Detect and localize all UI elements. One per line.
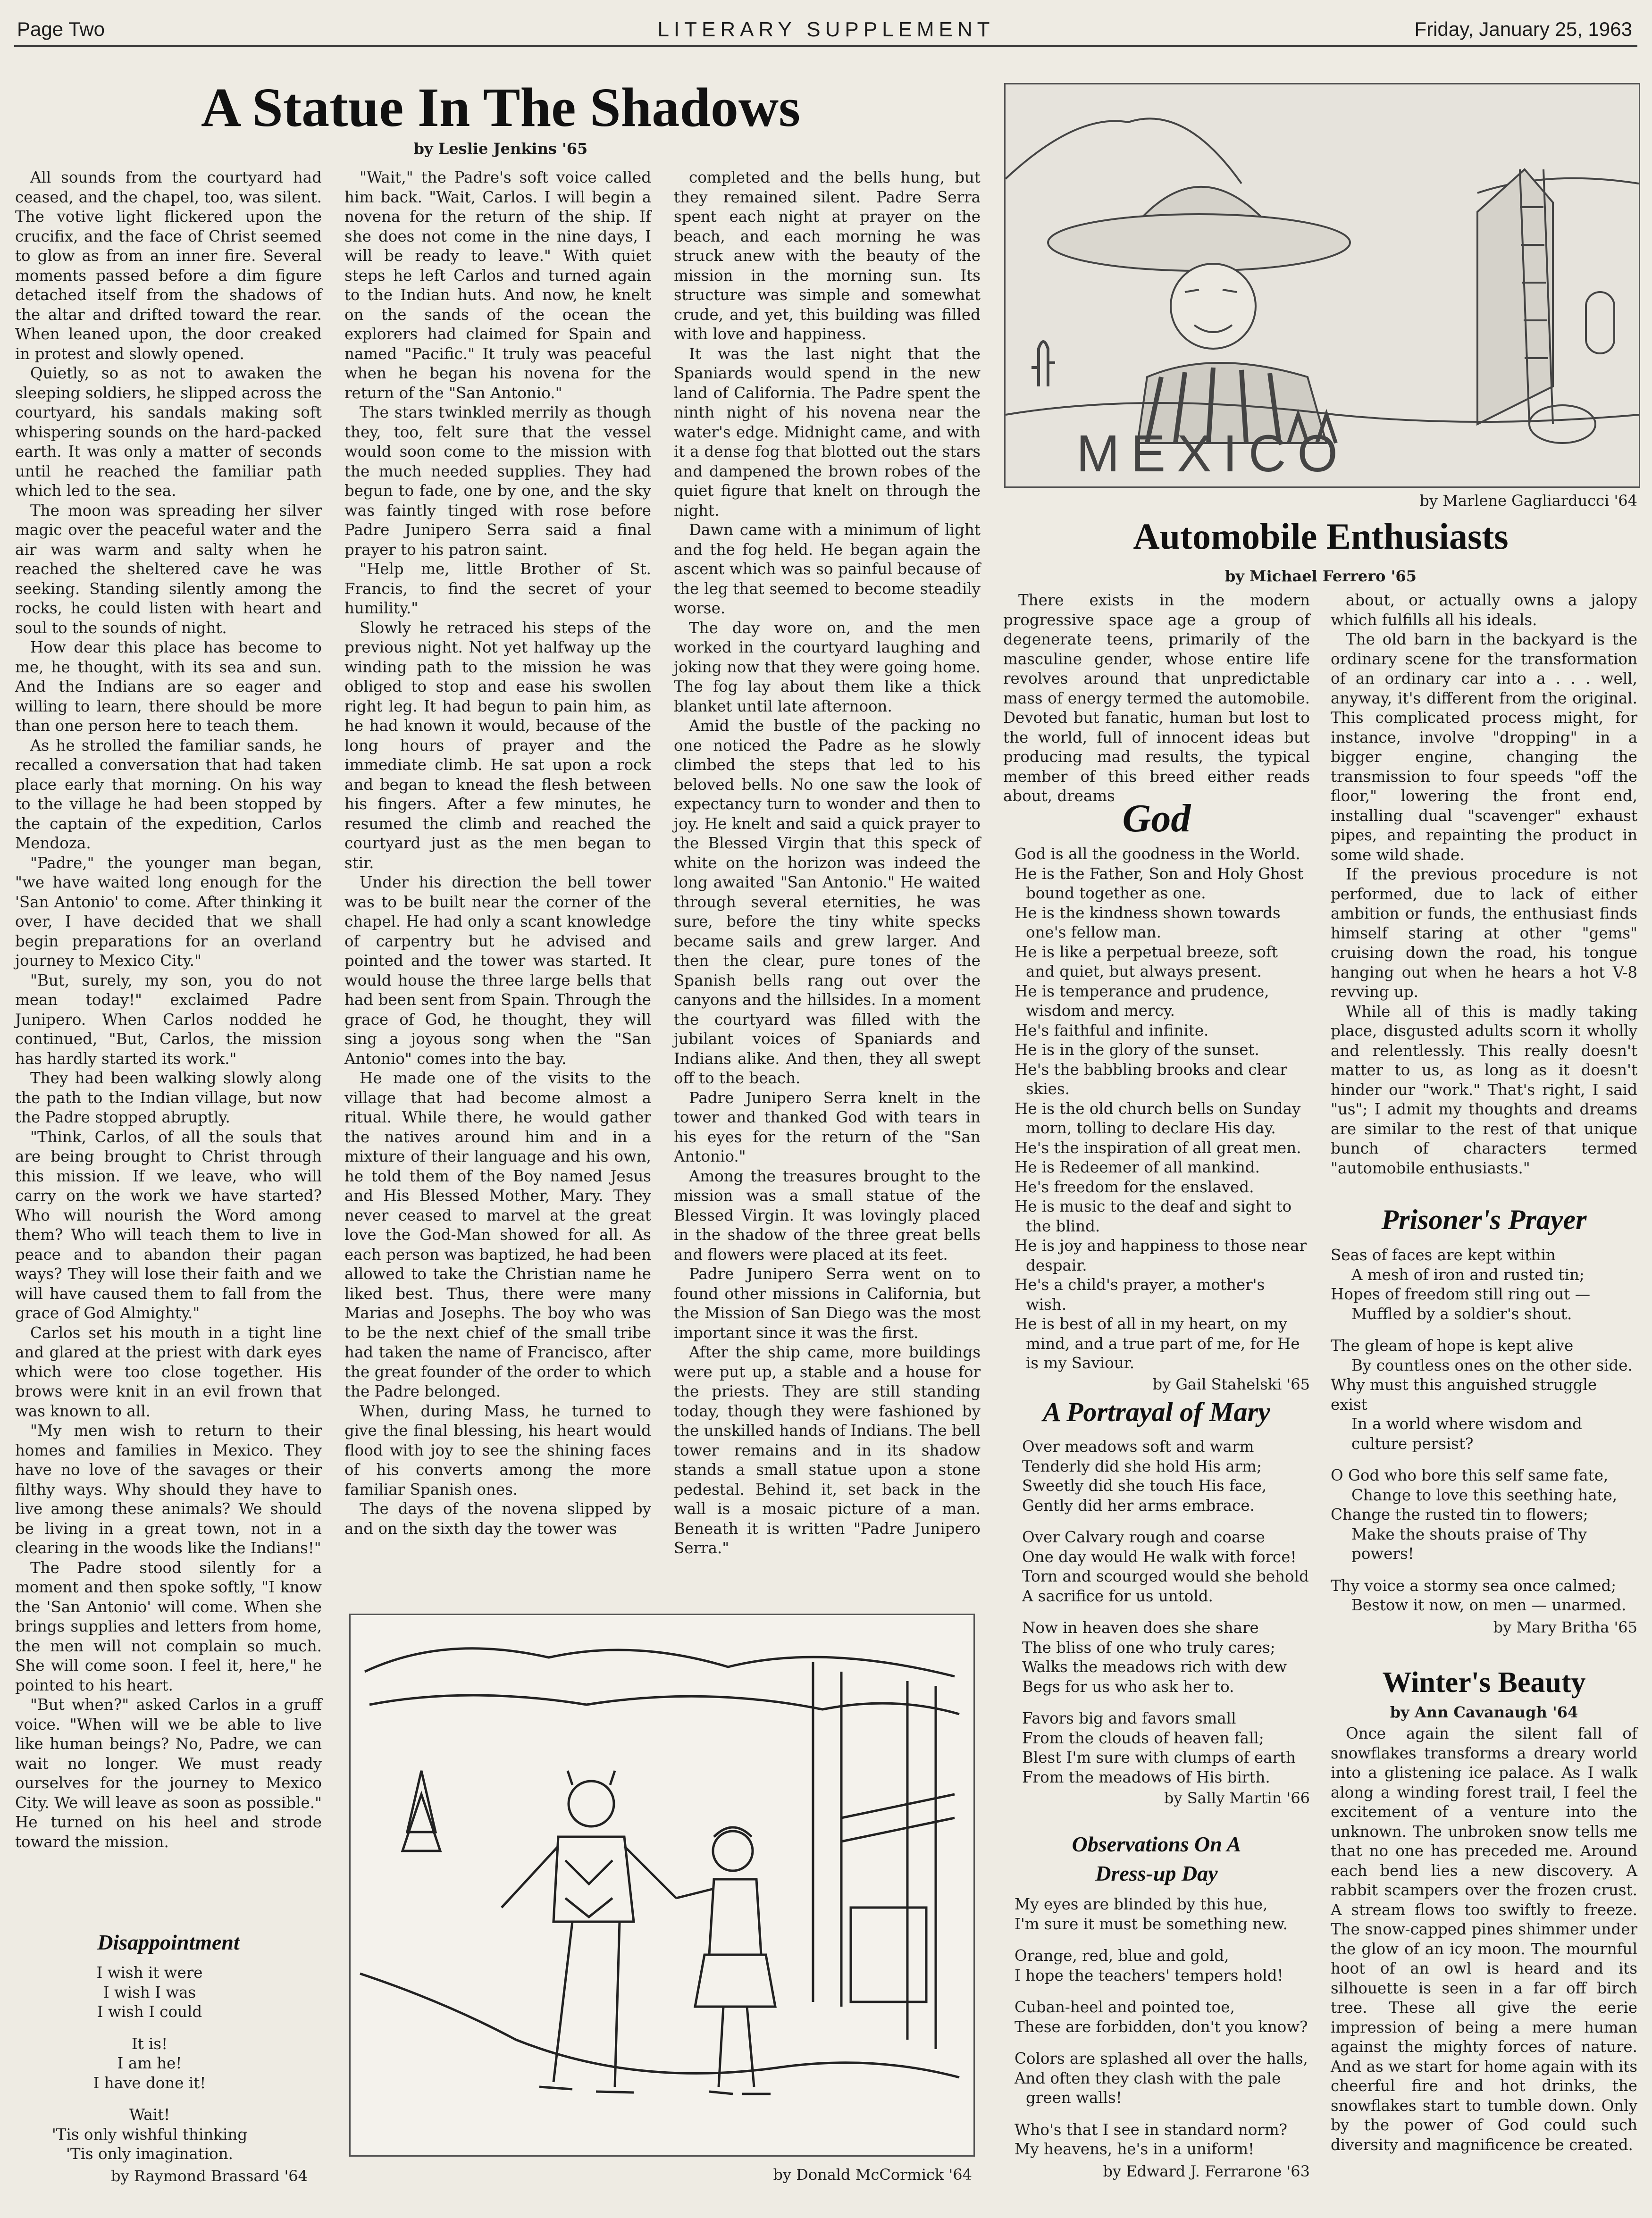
stanza-break — [15, 2022, 284, 2034]
stanza-break — [1022, 1606, 1310, 1618]
paragraph: "Help me, little Brother of St. Francis, to find the secret of your humility." — [344, 560, 651, 617]
poem-line: Bestow it now, on men — unarmed. — [1351, 1596, 1627, 1614]
mexico-illustration — [1004, 83, 1640, 488]
paragraph: "My men wish to return to their homes and families in Mexico. They have no love of the savages or their filthy ways. Why should they have to live among these animals? We should be living in a great town, not in a clearing in the woods like the Indians!" — [15, 1422, 322, 1557]
poem-line: Change to love this seething hate, — [1351, 1486, 1618, 1504]
poem-credit: by Raymond Brassard '64 — [111, 2167, 308, 2185]
byline-winter: by Ann Cavanaugh '64 — [1390, 1703, 1578, 1721]
statue-column-2 — [344, 168, 651, 1539]
poem-line: I wish I was — [103, 1983, 196, 2001]
issue-date: Friday, January 25, 1963 — [1414, 18, 1632, 40]
paragraph: "Padre," the younger man began, "we have waited long enough for the 'San Antonio' to come. After thinking it over, I have decided that we shall begin preparations for an overland journey to Mexico City." — [15, 854, 322, 970]
skaters-credit: by Donald McCormick '64 — [773, 2166, 972, 2184]
poem-line: The bliss of one who truly cares; — [1022, 1638, 1275, 1657]
poem-line: I'm sure it must be something new. — [1015, 1915, 1288, 1933]
poem-line: Muffled by a soldier's shout. — [1351, 1305, 1572, 1323]
stanza-break — [1003, 2108, 1310, 2120]
winter-body — [1331, 1724, 1637, 2155]
poem-line: He is Redeemer of all mankind. — [1015, 1158, 1260, 1176]
poem-line: Cuban-heel and pointed toe, — [1015, 1998, 1235, 2016]
poem-line: My eyes are blinded by this hue, — [1015, 1895, 1268, 1913]
poem-line: Seas of faces are kept within — [1331, 1246, 1556, 1264]
paragraph: Quietly, so as not to awaken the sleeping soldiers, he slipped across the courtyard, his sandals making soft whispering sounds on the hard-packed earth. It was only a matter of seconds until he reached the familiar path which led to the sea. — [15, 364, 322, 500]
poem-line: Tenderly did she hold His arm; — [1022, 1457, 1262, 1475]
poem-line: Over Calvary rough and coarse — [1022, 1528, 1265, 1546]
poem-god — [1003, 797, 1310, 1393]
poem-line: I wish I could — [97, 2003, 202, 2021]
paragraph: It was the last night that the Spaniards would spend in the new land of California. The Padre spent the ninth night of his novena near the water's edge. Midnight came, and with it a dense fog that blotted out the stars and dampened the brown robes of the quiet figure that knelt on through the night. — [674, 344, 981, 519]
article-title-winter: Winter's Beauty — [1382, 1666, 1586, 1699]
paragraph: There exists in the modern progressive space age a group of degenerate teens, primarily of the masculine gender, whose entire life revolves around that unpredictable mass of energy termed the automobile. Devoted but fanatic, human but lost to the world, full of innocent ideas but producing mad results, the typical member of this breed either reads about, dreams — [1003, 591, 1310, 805]
poem-credit: by Gail Stahelski '65 — [1152, 1375, 1310, 1393]
paragraph: After the ship came, more buildings were put up, a stable and a house for the priests. They are still standing today, though they were fashioned by the unskilled hands of Indians. The bell tower remains and in its shadow stands a small statue upon a stone pedestal. Behind it, set back in the wall is a mosaic picture of a man. Beneath it is written "Padre Junipero Serra." — [674, 1343, 981, 1557]
poem-title-line2: Dress-up Day — [1095, 1861, 1218, 1885]
section-title: LITERARY SUPPLEMENT — [657, 18, 995, 41]
poem-title: Disappointment — [97, 1930, 240, 1954]
poem-line: These are forbidden, don't you know? — [1015, 2017, 1308, 2036]
page-number: Page Two — [17, 18, 105, 40]
paragraph: As he strolled the familiar sands, he recalled a conversation that had taken place early that morning. On his way to the village he had been stopped by the captain of the expedition, Carlos Mendoza. — [15, 736, 322, 852]
poem-prisoner — [1331, 1202, 1637, 1636]
stanza-break — [1022, 1515, 1310, 1528]
paragraph: Padre Junipero Serra knelt in the tower and thanked God with tears in his eyes for the return of the "San Antonio." — [674, 1088, 981, 1165]
paragraph: All sounds from the courtyard had ceased, and the chapel, too, was silent. The votive light flickered upon the crucifix, and the face of Christ seemed to glow as from an inner fire. Several moments passed before a dim figure detached itself from the shadows of the altar and drifted toward the rear. When leaned upon, the door creaked in protest and slowly opened. — [15, 168, 322, 363]
paragraph: "But when?" asked Carlos in a gruff voice. "When will we be able to live like human beings? No, Padre, we can wait no longer. We must ready ourselves for the journey to Mexico City. We will leave as soon as possible." He turned on his heel and strode toward the mission. — [15, 1696, 322, 1851]
paragraph: When, during Mass, he turned to give the final blessing, his heart would flood with joy to see the shining faces of his converts among the more familiar Spanish ones. — [344, 1402, 651, 1498]
poem-line: From the meadows of His birth. — [1022, 1768, 1270, 1786]
paragraph: How dear this place has become to me, he thought, with its sea and sun. And the Indians are so eager and willing to learn, there should be more than one person here to teach them. — [15, 638, 322, 735]
paragraph: Among the treasures brought to the mission was a small statue of the Blessed Virgin. It was lovingly placed in the shadow of the three great bells and flowers were placed at its feet. — [674, 1167, 981, 1264]
paragraph: The days of the novena slipped by and on the sixth day the tower was — [344, 1500, 651, 1538]
poem-line: He is like a perpetual breeze, soft and quiet, but always present. — [1015, 943, 1278, 980]
paragraph: Carlos set his mouth in a tight line and glared at the priest with dark eyes which were too close together. His brows were knit in an evil frown that was known to all. — [15, 1323, 322, 1420]
poem-line: He's freedom for the enslaved. — [1015, 1178, 1254, 1196]
poem-title: Prisoner's Prayer — [1381, 1204, 1587, 1235]
skaters-drawing — [351, 1615, 973, 2155]
article-title-auto: Automobile Enthusiasts — [1133, 516, 1509, 557]
poem-line: Sweetly did she touch His face, — [1022, 1477, 1267, 1495]
poem-line: He's the inspiration of all great men. — [1015, 1138, 1301, 1157]
poem-line: Blest I'm sure with clumps of earth — [1022, 1749, 1296, 1766]
poem-line: Thy voice a stormy sea once calmed; — [1331, 1576, 1617, 1595]
article-winter — [1331, 1666, 1637, 2155]
poem-line: Begs for us who ask her to. — [1022, 1677, 1234, 1696]
poem-line: Why must this anguished struggle exist — [1331, 1376, 1597, 1414]
stanza-break — [1022, 1697, 1310, 1709]
paragraph: They had been walking slowly along the path to the Indian village, but now the Padre stopped abruptly. — [15, 1069, 322, 1126]
poem-line: He is the old church bells on Sunday morn, tolling to declare His day. — [1015, 1099, 1301, 1137]
paragraph: about, or actually owns a jalopy which fulfills all his ideals. — [1331, 591, 1637, 629]
poem-line: Walks the meadows rich with dew — [1022, 1658, 1287, 1676]
poem-line: From the clouds of heaven fall; — [1022, 1729, 1264, 1747]
poem-credit: by Mary Britha '65 — [1493, 1618, 1637, 1636]
stanza-break — [1331, 1564, 1637, 1576]
paragraph: Once again the silent fall of snowflakes transforms a dreary world into a glistening ice palace. As I walk along a winding forest trail, I feel the excitement of a venture into the unknown. The unbroken snow tells me that no one has preceded me. Around each bend lies a new discovery. A rabbit scampers over the frozen crust. A stream flows too swiftly to freeze. The snow-capped pines shimmer under the glow of an icy moon. The mournful hoot of an owl is heard and its silhouette is seen in a far off birch tree. These all give the eerie impression of being a mere human against the mighty forces of nature. And as we start for home again with its cheerful fire and hot drinks, the snowflakes start to tumble down. Only by the power of God could such diversity and magnificence be created. — [1331, 1724, 1637, 2154]
poem-disappointment — [15, 1930, 322, 2185]
skaters-illustration — [349, 1614, 975, 2157]
auto-column-a — [1003, 591, 1310, 806]
poem-line: He's the babbling brooks and clear skies. — [1015, 1060, 1288, 1098]
poem-title: A Portrayal of Mary — [1043, 1397, 1270, 1427]
paragraph: The day wore on, and the men worked in the courtyard laughing and joking now that they were going home. The fog lay about them like a thick blanket until late afternoon. — [674, 619, 981, 715]
poem-line: I am he! — [117, 2054, 182, 2072]
poem-line: One day would He walk with force! — [1022, 1548, 1297, 1566]
mexico-drawing — [1006, 84, 1639, 486]
stanza-break — [1003, 2037, 1310, 2049]
mexico-label: MEXICO — [1076, 425, 1349, 483]
poem-line: Change the rusted tin to flowers; — [1331, 1506, 1588, 1523]
poem-line: Over meadows soft and warm — [1022, 1438, 1254, 1456]
poem-line: Torn and scourged would she behold — [1022, 1567, 1309, 1585]
poem-line: Colors are splashed all over the halls, — [1015, 2050, 1308, 2067]
stanza-break — [15, 2093, 284, 2105]
poem-line: I have done it! — [93, 2074, 206, 2092]
poem-mary — [1003, 1396, 1310, 1807]
paragraph: Amid the bustle of the packing no one noticed the Padre as he slowly climbed the steps that led to his beloved bells. No one saw the look of expectancy turn to wonder and then to joy. He knelt and said a quick prayer to the Blessed Virgin that this speck of white on the horizon was indeed the long awaited "San Antonio." He waited through several eternities, he was sure, before the tiny white specks became sails and grew larger. And then the clear, pure tones of the Spanish bells rang out over the canyons and the hillsides. In a moment the courtyard was filled with the jubilant voices of Spaniards and Indians alike. And then, they all swept off to the beach. — [674, 717, 981, 1087]
stanza-break — [1003, 1934, 1310, 1946]
poem-line: He is the Father, Son and Holy Ghost bound together as one. — [1015, 864, 1304, 902]
poem-line: In a world where wisdom and culture persist? — [1351, 1415, 1582, 1453]
poem-line: Hopes of freedom still ring out — — [1331, 1285, 1591, 1303]
paragraph: He made one of the visits to the village that had become almost a ritual. While there, he would gather the natives around him and in a mixture of their language and his own, he told them of the Boy named Jesus and His Blessed Mother, Mary. They never ceased to marvel at the great love the God-Man showed for all. As each person was baptized, he had been allowed to take the Christian name he liked best. Thus, there were many Marias and Josephs. The boy who was to be the next chief of the small tribe had taken the name of Francisco, after the great founder of the order to which the Padre belonged. — [344, 1069, 651, 1400]
poem-line: My heavens, he's in a uniform! — [1015, 2140, 1255, 2158]
poem-line: By countless ones on the other side. — [1351, 1356, 1633, 1374]
poem-line: Who's that I see in standard norm? — [1015, 2120, 1288, 2139]
poem-credit: by Sally Martin '66 — [1164, 1789, 1310, 1807]
paragraph: "But, surely, my son, you do not mean today!" exclaimed Padre Junipero. When Carlos nodded he continued, "But, Carlos, the mission has hardly started its work." — [15, 971, 322, 1068]
poem-line: It is! — [131, 2034, 168, 2053]
statue-column-3 — [674, 168, 981, 1558]
poem-line: A sacrifice for us untold. — [1022, 1587, 1213, 1605]
poem-line: He is music to the deaf and sight to the blind. — [1015, 1197, 1292, 1235]
poem-lines — [1003, 1895, 1310, 2159]
paragraph: Slowly he retraced his steps of the previous night. Not yet halfway up the winding path to the mission he was obliged to stop and ease his swollen right leg. It had begun to pain him, as he had known it would, because of the long hours of prayer and the immediate climb. He sat upon a rock and began to knead the flesh between his fingers. After a few minutes, he resumed the climb and reached the courtyard just as the men began to stir. — [344, 619, 651, 872]
poem-line: O God who bore this self same fate, — [1331, 1466, 1609, 1484]
poem-line: Wait! — [129, 2106, 170, 2124]
paragraph: Dawn came with a minimum of light and the fog held. He began again the ascent which was so painful because of the leg that seemed to become steadily worse. — [674, 521, 981, 617]
poem-line: I wish it were — [96, 1964, 203, 1982]
poem-lines — [15, 1963, 322, 2164]
paragraph: "Wait," the Padre's soft voice called him back. "Wait, Carlos. I will begin a novena for the return of the ship. If she does not come in the nine days, I will be ready to leave." With quiet steps he left Carlos and turned again to the Indian huts. And now, he knelt on the sands of the ocean the explorers had claimed for Spain and named "Pacific." It truly was peaceful when he began his novena for the return of the "San Antonio." — [344, 168, 651, 402]
stanza-break — [1331, 1324, 1637, 1336]
paragraph: "Think, Carlos, of all the souls that are being brought to Christ through this mission. If we leave, who will carry on the work we have started? Who will nourish the Word among them? Who will teach them to live in peace and to abandon their pagan ways? They will lose their faith and we will have caused them to fall from the grace of God Almighty." — [15, 1128, 322, 1322]
poem-line: I hope the teachers' tempers hold! — [1015, 1966, 1283, 1984]
header-rule — [14, 45, 1637, 47]
poem-line: He is best of all in my heart, on my mind, and a true part of me, for He is my Saviour. — [1015, 1315, 1300, 1372]
poem-lines — [1003, 1437, 1310, 1787]
poem-line: He's faithful and infinite. — [1015, 1021, 1209, 1039]
poem-line: He is in the glory of the sunset. — [1015, 1041, 1259, 1059]
paragraph: The Padre stood silently for a moment and then spoke softly, "I know the 'San Antonio' will come. When she brings supplies and letters from home, the men will not complain so much. She will come soon. I feel it, here," he pointed to his heart. — [15, 1558, 322, 1694]
poem-line: Make the shouts praise of Thy powers! — [1351, 1525, 1587, 1563]
article-title-statue: A Statue In The Shadows — [201, 76, 801, 138]
paragraph: The moon was spreading her silver magic over the peaceful water and the air was warm and salty when he reached the sheltered cave he was seeking. Standing silently among the rocks, he could listen with heart and soul to the sounds of night. — [15, 501, 322, 637]
byline-statue: by Leslie Jenkins '65 — [413, 140, 588, 158]
poem-line: He is temperance and prudence, wisdom and mercy. — [1015, 982, 1269, 1020]
auto-column-b — [1331, 591, 1637, 1178]
poem-title-line1: Observations On A — [1072, 1832, 1241, 1856]
poem-line: Now in heaven does she share — [1022, 1619, 1259, 1637]
statue-column-1 — [15, 168, 322, 1852]
mexico-credit: by Marlene Gagliarducci '64 — [1419, 492, 1637, 510]
poem-line: He is the kindness shown towards one's fellow man. — [1015, 904, 1281, 941]
paragraph: While all of this is madly taking place, disgusted adults scorn it wholly and relentlessly. This really doesn't matter to us, as long as it doesn't hinder our "work." That's right, I said "us"; I admit my thoughts and dreams are similar to the rest of that unique bunch of characters termed "automobile enthusiasts." — [1331, 1002, 1637, 1177]
poem-line: God is all the goodness in the World. — [1015, 845, 1300, 863]
stanza-break — [1003, 1985, 1310, 1998]
byline-auto: by Michael Ferrero '65 — [1225, 567, 1417, 585]
paragraph: The old barn in the backyard is the ordinary scene for the transformation of an ordinary car into a . . . well, anyway, it's different from the original. This complicated process might, for instance, involve "dropping" in a bigger engine, changing the transmission to four speeds "off the floor," lowering the front end, installing dual "scavenger" exhaust pipes, and repainting the product in some wild shade. — [1331, 630, 1637, 864]
poem-line: Orange, red, blue and gold, — [1015, 1947, 1229, 1965]
poem-observations — [1003, 1830, 1310, 2180]
paragraph: Padre Junipero Serra went on to found other missions in California, but the Mission of San Diego was the most important since it was the first. — [674, 1265, 981, 1342]
poem-line: 'Tis only wishful thinking — [51, 2125, 248, 2143]
paragraph: The stars twinkled merrily as though they, too, felt sure that the vessel would soon come to the mission with the much needed supplies. They had begun to fade, one by one, and the sky was faintly tinged with rose before Padre Junipero Serra said a final prayer to his patron saint. — [344, 403, 651, 559]
poem-line: Gently did her arms embrace. — [1022, 1496, 1255, 1515]
poem-line: A mesh of iron and rusted tin; — [1351, 1265, 1585, 1284]
paragraph: completed and the bells hung, but they remained silent. Padre Serra spent each night at prayer on the beach, and each morning he was struck anew with the beauty of the mission in the morning sun. Its structure was simple and somewhat crude, and yet, this building was filled with love and happiness. — [674, 168, 981, 343]
poem-line: 'Tis only imagination. — [66, 2145, 233, 2163]
poem-line: He's a child's prayer, a mother's wish. — [1015, 1276, 1265, 1314]
poem-line: And often they clash with the pale green walls! — [1015, 2069, 1281, 2107]
paragraph: If the previous procedure is not performed, due to lack of either ambition or funds, the enthusiast finds himself staring at other "gems" cruising down the road, his tongue hanging out when he hears a hot V-8 revving up. — [1331, 865, 1637, 1001]
poem-lines — [1331, 1246, 1637, 1615]
stanza-break — [1331, 1454, 1637, 1466]
poem-title: God — [1122, 796, 1191, 840]
poem-line: He is joy and happiness to those near despair. — [1015, 1237, 1307, 1274]
poem-line: Favors big and favors small — [1022, 1709, 1236, 1727]
poem-credit: by Edward J. Ferrarone '63 — [1103, 2162, 1310, 2180]
poem-lines — [1003, 845, 1310, 1373]
paragraph: Under his direction the bell tower was to be built near the corner of the chapel. He had only a scant knowledge of carpentry but he advised and pointed and the tower was started. It would house the three large bells that had been sent from Spain. Through the grace of God, he thought, they will sing a joyous song when the "San Antonio" comes into the bay. — [344, 873, 651, 1068]
poem-line: The gleam of hope is kept alive — [1331, 1337, 1574, 1355]
